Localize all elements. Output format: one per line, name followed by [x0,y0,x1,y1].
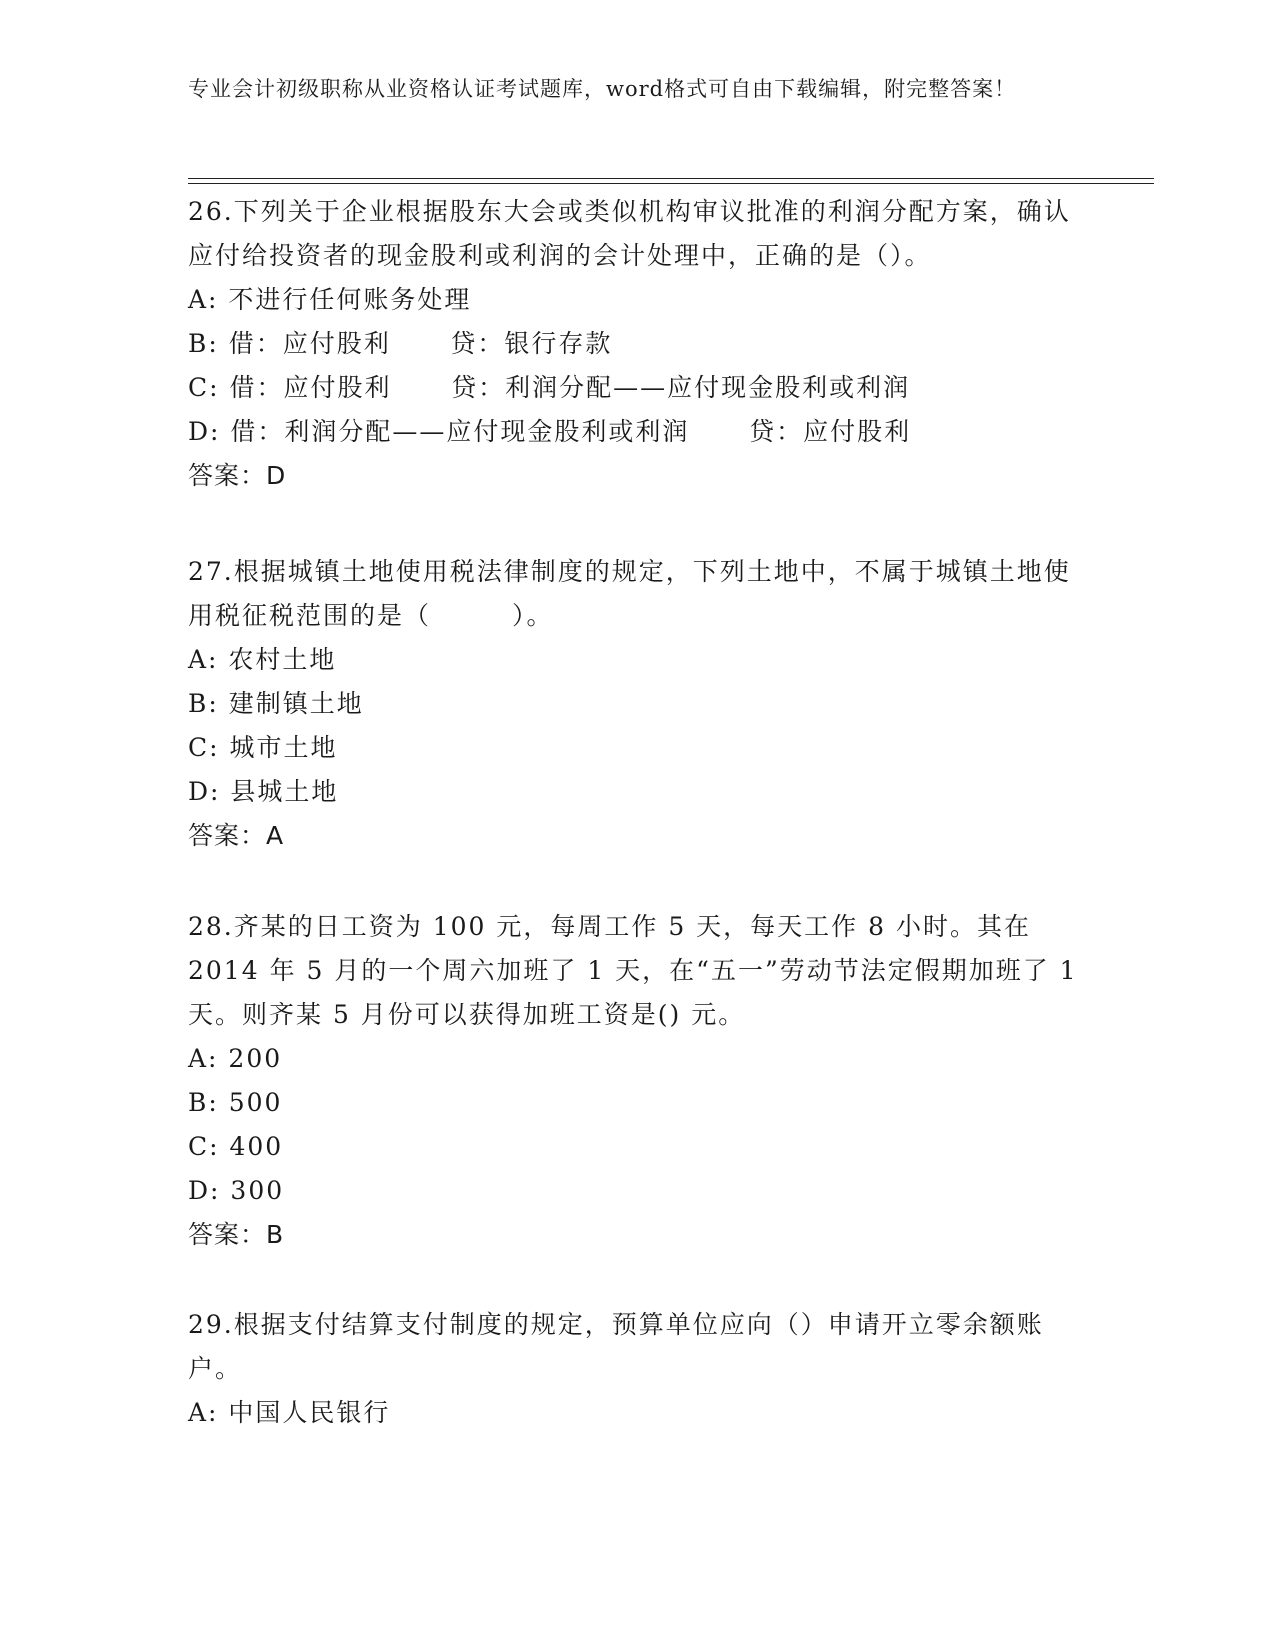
question-stem: 28.齐某的日工资为 100 元，每周工作 5 天，每天工作 8 小时。其在 2014 年 5 月的一个周六加班了 1 天，在“五一”劳动节法定假期加班了 1 天。则齐某 5 月份可以获得加班工资是() 元。 [188,912,1078,1029]
answer: 答案：B [188,1220,285,1249]
question-28 [188,905,1088,1257]
option-b: B: 借：应付股利 贷：银行存款 [188,329,613,358]
question-stem: 29.根据支付结算支付制度的规定，预算单位应向（）申请开立零余额账户。 [188,1310,1044,1383]
question-26 [188,190,1088,498]
option-c: C: 400 [188,1132,284,1161]
option-a: A: 不进行任何账务处理 [188,285,472,314]
answer: 答案：A [188,821,285,850]
option-a: A: 中国人民银行 [188,1398,391,1427]
answer: 答案：D [188,461,287,490]
option-a: A: 200 [188,1044,283,1073]
document-header: 专业会计初级职称从业资格认证考试题库，word格式可自由下载编辑，附完整答案！ [188,77,1017,101]
question-29 [188,1303,1088,1435]
question-27 [188,550,1088,858]
option-b: B: 建制镇土地 [188,689,364,718]
option-d: D: 借：利润分配——应付现金股利或利润 贷：应付股利 [188,417,912,446]
option-c: C: 城市土地 [188,733,338,762]
header-divider-bottom [188,183,1154,184]
question-stem: 26.下列关于企业根据股东大会或类似机构审议批准的利润分配方案，确认应付给投资者的现金股利或利润的会计处理中，正确的是（）。 [188,197,1071,270]
header-divider-top [188,178,1154,179]
option-d: D: 300 [188,1176,285,1205]
option-b: B: 500 [188,1088,283,1117]
option-d: D: 县城土地 [188,777,339,806]
question-stem: 27.根据城镇土地使用税法律制度的规定，下列土地中，不属于城镇土地使用税征税范围的是（ ）。 [188,557,1071,630]
option-a: A: 农村土地 [188,645,337,674]
option-c: C: 借：应付股利 贷：利润分配——应付现金股利或利润 [188,373,911,402]
